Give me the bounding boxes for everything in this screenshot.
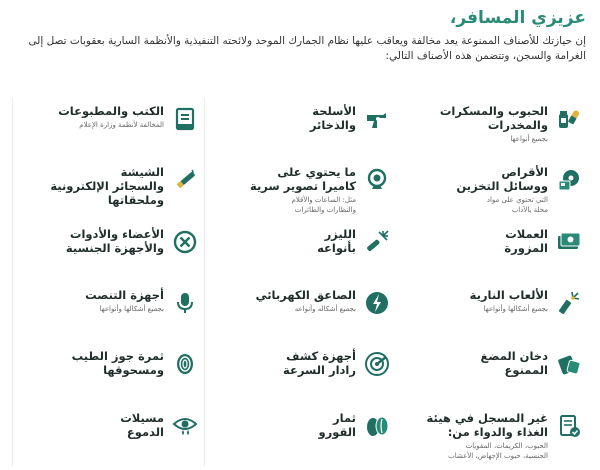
item-title: الحبوب والمسكرات والمخدرات xyxy=(439,104,548,132)
nutmeg-icon xyxy=(172,351,198,377)
item-chewing-tobacco xyxy=(396,343,588,404)
item-subtitle: بجميع أشكالها وأنواعها xyxy=(99,304,164,313)
item-title: الأقراص ووسائل التخزين xyxy=(456,165,548,194)
item-counterfeit-currency xyxy=(396,221,588,282)
camera-icon xyxy=(364,167,390,193)
item-title: ما يحتوي على كاميرا تصوير سرية xyxy=(249,165,356,194)
greeting-title: عزيزي المسافر، xyxy=(449,8,586,28)
item-title: الكتب والمطبوعات xyxy=(58,104,164,118)
item-title: العملات المزورة xyxy=(504,226,548,255)
discs-icon xyxy=(556,167,582,193)
item-subtitle: بجميع أشكالها وأنواعها xyxy=(483,304,548,313)
item-sexual-devices xyxy=(12,221,204,282)
document-check-icon xyxy=(556,413,582,439)
pills-bottle-icon xyxy=(556,106,582,132)
intro-paragraph: إن حيازتك للأصناف الممنوعة يعد مخالفة ويعاقب عليها نظام الجمارك الموحد ولائحته التنفيذية والأنظمة السارية بعقوبات تصل إلى الغرامة والسجن، وتتضمن هذه الأصناف التالي: xyxy=(28,35,586,62)
microphone-icon xyxy=(172,290,198,316)
item-subtitle: التي تحتوي على مواد مخلة بالآداب xyxy=(486,196,548,215)
tear-eye-icon xyxy=(172,413,198,439)
item-storage xyxy=(396,159,588,220)
item-title: أجهزة كشف رادار السرعة xyxy=(283,349,356,378)
item-subtitle: المخالفة لأنظمة وزارة الإعلام xyxy=(79,121,164,129)
firework-icon xyxy=(556,290,582,316)
item-title: الألعاب النارية xyxy=(469,287,548,302)
prohibited-icon xyxy=(172,229,198,255)
item-title: الصاعق الكهربائي xyxy=(255,287,356,302)
prohibited-items-grid xyxy=(12,98,588,466)
item-weapons xyxy=(204,98,396,159)
kola-nut-icon xyxy=(364,413,390,439)
item-title: الأسلحة والذخائر xyxy=(309,104,356,132)
item-books xyxy=(12,98,204,159)
item-laser xyxy=(204,221,396,282)
item-subtitle: مثل: الساعات والأقلام والنظارات والطائرات xyxy=(291,196,356,215)
item-title: الليزر بأنواعه xyxy=(317,226,356,255)
banknote-icon xyxy=(556,229,582,255)
item-subtitle: الحبوب، الكريمات، المقويات الجنسية، حبوب الإجهاض، الأعشاب xyxy=(448,441,548,460)
cigarette-icon xyxy=(172,167,198,193)
item-nutmeg xyxy=(12,343,204,404)
item-fireworks xyxy=(396,282,588,343)
gun-icon xyxy=(364,106,390,132)
item-kola-nuts xyxy=(204,405,396,466)
item-tear-gas xyxy=(12,405,204,466)
book-icon xyxy=(172,106,198,132)
item-hidden-camera xyxy=(204,159,396,220)
laser-icon xyxy=(364,229,390,255)
lightning-icon xyxy=(364,290,390,316)
tobacco-icon xyxy=(556,351,582,377)
item-radar-detectors xyxy=(204,343,396,404)
item-title: دخان المضغ الممنوع xyxy=(480,349,548,378)
item-shisha xyxy=(12,159,204,220)
item-title: الشيشة والسجائر الإلكترونية وملحقاتها xyxy=(50,165,164,208)
item-title: أجهزة التنصت xyxy=(85,287,164,302)
item-title: ثمار القورو xyxy=(318,410,356,439)
header xyxy=(14,8,586,64)
item-stun-gun xyxy=(204,282,396,343)
item-title: الأعضاء والأدوات والأجهزة الجنسية xyxy=(65,226,164,255)
radar-icon xyxy=(364,351,390,377)
item-drugs xyxy=(396,98,588,159)
item-eavesdropping xyxy=(12,282,204,343)
item-unregistered-sfda xyxy=(396,405,588,466)
item-title: غير المسجل في هيئة الغذاء والدواء من: xyxy=(426,410,548,439)
item-title: مسيلات الدموع xyxy=(120,410,164,439)
item-title: ثمرة جوز الطيب ومسحوقها xyxy=(71,349,164,378)
item-subtitle: بجميع أشكاله وأنواعه xyxy=(294,304,356,313)
item-subtitle: بجميع أنواعها xyxy=(510,135,548,143)
